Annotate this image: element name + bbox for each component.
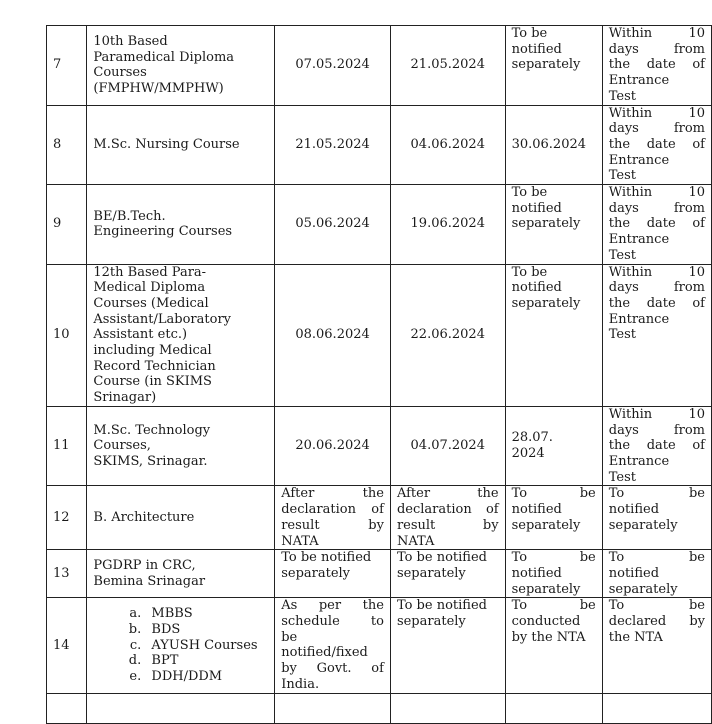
- cell-line: [281, 486, 384, 502]
- cell-line: [397, 614, 499, 630]
- cell-line: separately: [511, 295, 581, 311]
- cell-line: [609, 73, 705, 89]
- cell-word: Test: [608, 469, 637, 485]
- cell-word: 10: [688, 264, 705, 280]
- cell-word: days: [608, 280, 639, 296]
- cell-line: [609, 598, 705, 614]
- cell-word: of: [371, 661, 384, 677]
- cell-line: [281, 614, 384, 630]
- cell-line: [512, 598, 596, 614]
- result-date: [602, 26, 711, 106]
- cell-word: declaration: [281, 502, 356, 518]
- cell-line: SKIMS, Srinagar.: [93, 453, 208, 469]
- cell-line: [397, 534, 499, 550]
- cell-word: notified: [511, 565, 562, 581]
- cell-line: Engineering Courses: [93, 224, 233, 240]
- cell-line: [609, 137, 705, 153]
- cell-word: days: [608, 422, 639, 438]
- cell-line: [397, 550, 499, 566]
- serial-number: 7: [47, 26, 87, 106]
- result-date: [602, 486, 711, 550]
- cell-line: [397, 502, 499, 518]
- cell-word: To: [511, 486, 528, 502]
- cell-word: To: [608, 486, 625, 502]
- cell-word: by the NTA: [511, 629, 586, 645]
- cell-line: Courses: [93, 65, 147, 81]
- cell-line: BE/B.Tech.: [93, 208, 166, 224]
- serial-number: 11: [47, 406, 87, 486]
- cell-line: [609, 566, 705, 582]
- cell-word: be: [579, 598, 596, 614]
- entrance-test-date: [505, 486, 602, 550]
- cell-line: [281, 566, 384, 582]
- cell-word: separately: [608, 581, 678, 597]
- result-date: [602, 105, 711, 185]
- cell-line: [397, 486, 499, 502]
- cell-word: 10: [688, 406, 705, 422]
- table-row: [47, 598, 712, 693]
- cell-line: [397, 566, 499, 582]
- empty-cell: [87, 693, 275, 723]
- cell-line: [609, 216, 705, 232]
- cell-word: days: [608, 200, 639, 216]
- cell-word: days: [608, 121, 639, 137]
- cell-word: date: [646, 295, 676, 311]
- course-list-item: c. AYUSH Courses: [145, 638, 268, 654]
- cell-word: to: [370, 614, 384, 630]
- cell-line: [281, 518, 384, 534]
- cell-line: [281, 534, 384, 550]
- cell-word: by: [482, 517, 499, 533]
- cell-line: [281, 502, 384, 518]
- cell-word: Test: [608, 88, 637, 104]
- cell-word: from: [673, 121, 705, 137]
- table-row: [47, 105, 712, 185]
- entrance-test-date: [505, 550, 602, 598]
- cell-word: from: [673, 280, 705, 296]
- cell-word: conducted: [511, 614, 581, 630]
- entrance-test-date: [505, 406, 602, 486]
- cell-word: NATA: [281, 533, 319, 549]
- cell-word: To: [511, 598, 528, 614]
- cell-word: of: [692, 136, 705, 152]
- empty-cell: [505, 693, 602, 723]
- cell-line: [609, 518, 705, 534]
- cell-word: the NTA: [608, 629, 663, 645]
- course-name: [87, 105, 275, 185]
- entrance-test-date: [505, 105, 602, 185]
- cell-word: separately: [396, 614, 466, 630]
- cell-word: be: [688, 550, 705, 566]
- cell-word: To: [511, 550, 528, 566]
- table-row: [47, 406, 712, 486]
- course-list-item: d. BPT: [145, 653, 268, 669]
- cell-line: [512, 502, 596, 518]
- cell-word: notified: [608, 565, 660, 581]
- cell-word: the: [362, 598, 384, 614]
- cell-line: [512, 582, 596, 598]
- cell-word: per: [318, 598, 342, 614]
- cell-word: separately: [396, 565, 466, 581]
- cell-line: notified: [511, 41, 562, 57]
- cell-word: India.: [281, 676, 320, 692]
- cell-line: [609, 57, 705, 73]
- cell-word: separately: [511, 581, 581, 597]
- cell-word: notified: [511, 502, 562, 518]
- entrance-test-date: [505, 598, 602, 693]
- cell-word: To be notified: [396, 598, 487, 614]
- cell-word: by: [689, 614, 705, 630]
- empty-cell: [275, 693, 391, 723]
- serial-number: 14: [47, 598, 87, 693]
- cell-word: of: [692, 216, 705, 232]
- cell-line: M.Sc. Nursing Course: [93, 136, 240, 152]
- entrance-test-date: [505, 264, 602, 406]
- cell-line: [512, 614, 596, 630]
- result-date: [602, 406, 711, 486]
- cell-line: [609, 42, 705, 58]
- cell-word: Test: [608, 168, 637, 184]
- cell-line: separately: [511, 216, 581, 232]
- cell-word: date: [646, 57, 676, 73]
- serial-number: 8: [47, 105, 87, 185]
- cell-word: separately: [608, 517, 678, 533]
- cell-word: Within: [608, 264, 653, 280]
- cell-line: [609, 470, 705, 486]
- end-date: [390, 486, 505, 550]
- empty-cell: [602, 693, 711, 723]
- cell-line: Assistant etc.): [93, 327, 188, 343]
- cell-word: separately: [511, 517, 581, 533]
- cell-word: As: [281, 598, 298, 614]
- cell-word: Entrance: [608, 73, 670, 89]
- result-date: [602, 550, 711, 598]
- cell-word: the: [608, 57, 631, 73]
- course-name: [87, 598, 275, 693]
- cell-line: [281, 661, 384, 677]
- cell-word: After: [396, 486, 431, 502]
- end-date: [390, 550, 505, 598]
- cell-word: date: [646, 216, 676, 232]
- cell-word: date: [646, 136, 676, 152]
- course-name: [87, 550, 275, 598]
- cell-line: [609, 201, 705, 217]
- start-date: 20.06.2024: [275, 406, 391, 486]
- table-row: [47, 26, 712, 106]
- serial-number: 10: [47, 264, 87, 406]
- course-name: [87, 26, 275, 106]
- cell-line: [609, 106, 705, 122]
- cell-word: Entrance: [608, 152, 670, 168]
- table-row: [47, 486, 712, 550]
- end-date: 19.06.2024: [390, 185, 505, 265]
- table-row-partial: [47, 693, 712, 723]
- cell-word: be: [579, 486, 596, 502]
- cell-line: [609, 121, 705, 137]
- cell-word: declared: [608, 614, 667, 630]
- cell-line: 30.06.2024: [511, 136, 587, 152]
- cell-line: (FMPHW/MMPHW): [93, 80, 224, 96]
- cell-word: Within: [608, 105, 653, 121]
- cell-word: To be notified: [281, 550, 372, 566]
- cell-word: Within: [608, 185, 653, 201]
- cell-word: be: [688, 486, 705, 502]
- course-list-item: b. BDS: [145, 622, 268, 638]
- cell-word: Within: [608, 26, 653, 41]
- cell-line: Courses (Medical: [93, 295, 209, 311]
- start-date: [275, 550, 391, 598]
- cell-word: of: [692, 438, 705, 454]
- cell-word: To: [608, 550, 625, 566]
- cell-word: from: [673, 200, 705, 216]
- cell-line: Srinagar): [93, 390, 157, 406]
- cell-word: 10: [688, 105, 705, 121]
- end-date: [390, 598, 505, 693]
- cell-line: Record Technician: [93, 358, 216, 374]
- cell-word: Test: [608, 247, 637, 263]
- cell-line: [609, 614, 705, 630]
- table-row: [47, 264, 712, 406]
- cell-word: declaration: [396, 502, 472, 518]
- cell-line: [609, 502, 705, 518]
- end-date: 22.06.2024: [390, 264, 505, 406]
- serial-number: 9: [47, 185, 87, 265]
- cell-line: To be: [511, 264, 548, 280]
- cell-line: [512, 518, 596, 534]
- cell-line: [512, 630, 596, 646]
- cell-word: notified: [608, 502, 660, 518]
- course-name: [87, 264, 275, 406]
- cell-line: [281, 645, 384, 661]
- cell-line: 12th Based Para-: [93, 264, 207, 280]
- course-list: [93, 606, 268, 685]
- cell-line: [512, 550, 596, 566]
- cell-line: [609, 407, 705, 423]
- entrance-test-date: [505, 26, 602, 106]
- cell-word: To: [608, 598, 625, 614]
- course-list-item: e. DDH/DDM: [145, 669, 268, 685]
- cell-line: [609, 248, 705, 264]
- cell-word: notified/fixed: [281, 645, 368, 661]
- cell-word: the: [608, 136, 631, 152]
- cell-line: [609, 168, 705, 184]
- admission-schedule-table: [46, 25, 712, 724]
- cell-line: PGDRP in CRC,: [93, 558, 196, 574]
- end-date: 04.07.2024: [390, 406, 505, 486]
- cell-line: 10th Based: [93, 33, 168, 49]
- entrance-test-date: [505, 185, 602, 265]
- cell-line: notified: [511, 200, 562, 216]
- cell-line: [609, 26, 705, 42]
- empty-cell: [47, 693, 87, 723]
- serial-number: 13: [47, 550, 87, 598]
- cell-line: [609, 327, 705, 343]
- cell-line: [609, 312, 705, 328]
- cell-line: [281, 550, 384, 566]
- result-date: [602, 598, 711, 693]
- cell-line: [609, 185, 705, 201]
- cell-word: the: [608, 216, 631, 232]
- end-date: 21.05.2024: [390, 26, 505, 106]
- cell-word: schedule: [281, 614, 340, 630]
- cell-word: After: [281, 486, 315, 502]
- cell-line: [609, 454, 705, 470]
- cell-line: [609, 630, 705, 646]
- course-name: [87, 185, 275, 265]
- cell-word: by: [281, 661, 297, 677]
- cell-line: Course (in SKIMS: [93, 374, 212, 390]
- cell-word: NATA: [396, 533, 435, 549]
- result-date: [602, 185, 711, 265]
- cell-line: [281, 598, 384, 614]
- start-date: 21.05.2024: [275, 105, 391, 185]
- cell-word: of: [485, 502, 499, 518]
- cell-word: of: [692, 295, 705, 311]
- course-name: [87, 406, 275, 486]
- cell-line: [609, 296, 705, 312]
- cell-word: Entrance: [608, 232, 670, 248]
- cell-line: notified: [511, 280, 562, 296]
- start-date: 05.06.2024: [275, 185, 391, 265]
- cell-line: [609, 89, 705, 105]
- cell-word: separately: [281, 565, 351, 581]
- cell-word: result: [281, 517, 320, 533]
- cell-line: 2024: [511, 446, 545, 462]
- cell-line: separately: [511, 57, 581, 73]
- cell-line: [512, 566, 596, 582]
- cell-line: [609, 423, 705, 439]
- cell-word: from: [673, 41, 705, 57]
- start-date: [275, 598, 391, 693]
- cell-line: [609, 438, 705, 454]
- cell-word: by: [368, 517, 384, 533]
- cell-line: [609, 265, 705, 281]
- table-row: [47, 550, 712, 598]
- cell-word: Entrance: [608, 311, 670, 327]
- cell-line: including Medical: [93, 343, 212, 359]
- start-date: [275, 486, 391, 550]
- cell-line: [397, 518, 499, 534]
- cell-word: of: [692, 57, 705, 73]
- cell-line: Medical Diploma: [93, 280, 206, 296]
- cell-word: of: [371, 502, 384, 518]
- cell-line: To be: [511, 185, 548, 201]
- end-date: 04.06.2024: [390, 105, 505, 185]
- cell-word: the: [608, 438, 631, 454]
- cell-word: the: [608, 295, 631, 311]
- start-date: 08.06.2024: [275, 264, 391, 406]
- cell-word: Test: [608, 327, 637, 343]
- cell-word: Entrance: [608, 453, 670, 469]
- cell-line: [281, 677, 384, 693]
- cell-line: M.Sc. Technology: [93, 422, 211, 438]
- cell-word: 10: [688, 185, 705, 201]
- cell-word: days: [608, 41, 639, 57]
- cell-line: [281, 630, 384, 646]
- course-list-item: a. MBBS: [145, 606, 268, 622]
- cell-line: [609, 550, 705, 566]
- cell-word: Govt.: [316, 661, 352, 677]
- table-row: [47, 185, 712, 265]
- cell-line: [397, 598, 499, 614]
- cell-line: Courses,: [93, 438, 151, 454]
- cell-line: To be: [511, 26, 548, 41]
- start-date: 07.05.2024: [275, 26, 391, 106]
- cell-word: be: [688, 598, 705, 614]
- cell-word: be: [579, 550, 596, 566]
- cell-word: Within: [608, 406, 653, 422]
- cell-line: [609, 153, 705, 169]
- cell-word: date: [646, 438, 676, 454]
- cell-word: from: [673, 422, 705, 438]
- cell-line: [609, 280, 705, 296]
- cell-line: Bemina Srinagar: [93, 573, 206, 589]
- empty-cell: [390, 693, 505, 723]
- cell-line: B. Architecture: [93, 509, 195, 525]
- course-name: [87, 486, 275, 550]
- cell-line: [609, 232, 705, 248]
- cell-line: [512, 486, 596, 502]
- cell-word: To be notified: [396, 550, 487, 566]
- cell-word: the: [362, 486, 384, 502]
- cell-word: result: [396, 517, 436, 533]
- result-date: [602, 264, 711, 406]
- cell-line: [609, 486, 705, 502]
- cell-word: be: [281, 629, 298, 645]
- cell-word: the: [477, 486, 499, 502]
- serial-number: 12: [47, 486, 87, 550]
- cell-line: Assistant/Laboratory: [93, 311, 232, 327]
- cell-line: [609, 582, 705, 598]
- cell-line: 28.07.: [511, 430, 553, 446]
- cell-word: 10: [688, 26, 705, 41]
- cell-line: Paramedical Diploma: [93, 49, 235, 65]
